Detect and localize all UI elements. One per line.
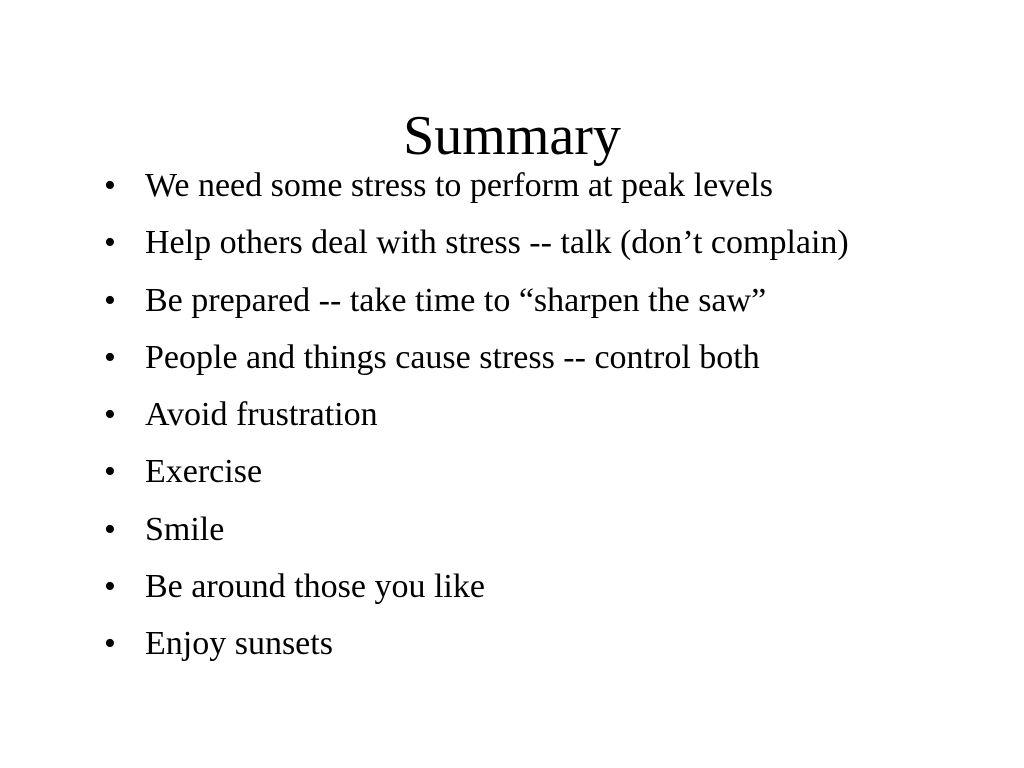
bullet-icon: • [104, 167, 116, 204]
bullet-text: We need some stress to perform at peak levels [145, 167, 773, 204]
bullet-text: Avoid frustration [145, 396, 378, 434]
bullet-icon: • [104, 625, 116, 663]
bullet-item [0, 618, 1024, 675]
bullet-text: Smile [145, 510, 225, 548]
bullet-icon: • [104, 396, 116, 434]
bullet-text: Enjoy sunsets [145, 625, 333, 663]
bullet-item [0, 504, 1024, 561]
bullet-icon: • [104, 510, 116, 548]
bullet-text: Be around those you like [145, 568, 485, 606]
bullet-list [0, 160, 1024, 676]
bullet-item [0, 389, 1024, 446]
bullet-text: Help others deal with stress -- talk (don’t complain) [145, 224, 849, 262]
bullet-text: Exercise [145, 453, 263, 491]
bullet-item [0, 561, 1024, 618]
bullet-icon: • [104, 568, 116, 606]
bullet-item [0, 332, 1024, 389]
bullet-text: Be prepared -- take time to “sharpen the saw” [145, 281, 767, 319]
bullet-icon: • [104, 453, 116, 491]
slide-title: Summary [403, 105, 621, 167]
bullet-item [0, 446, 1024, 503]
bullet-icon: • [104, 281, 116, 319]
bullet-item [0, 217, 1024, 274]
bullet-item [0, 275, 1024, 332]
bullet-text: People and things cause stress -- control both [145, 338, 760, 376]
bullet-item [0, 160, 1024, 217]
bullet-icon: • [104, 338, 116, 376]
bullet-icon: • [104, 224, 116, 262]
